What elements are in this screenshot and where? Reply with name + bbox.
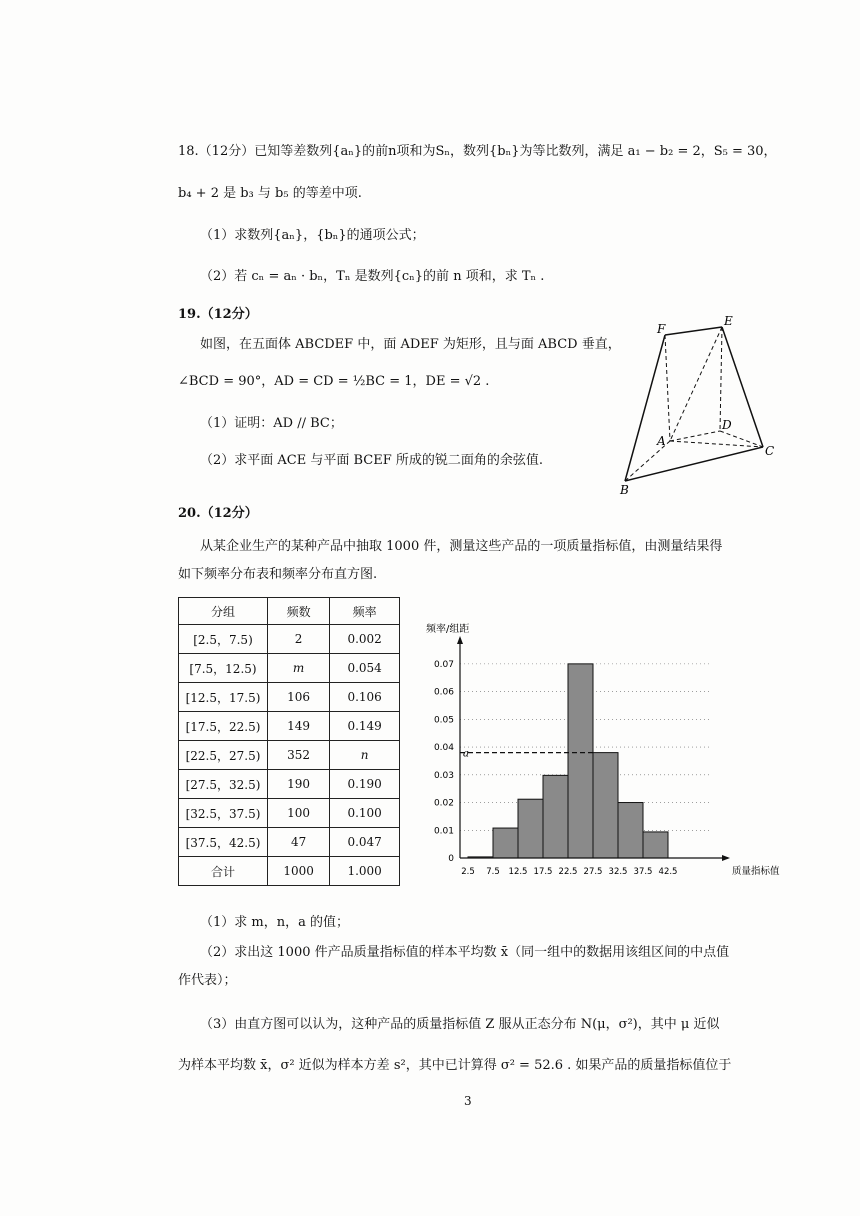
y-tick-label: 0.01 [433, 826, 454, 837]
histogram-bar [593, 753, 618, 858]
label-F: F [657, 322, 666, 336]
y-axis-arrow [457, 636, 463, 644]
frequency-table [178, 597, 400, 886]
table-cell: 2 [268, 625, 330, 654]
x-tick-label: 27.5 [583, 867, 603, 877]
table-cell: 149 [268, 712, 330, 741]
q19-head: 19.（12分） [178, 307, 258, 322]
annotation-label-a: a [463, 748, 469, 760]
table-cell: 352 [268, 741, 330, 770]
q18-stem-line2: b₄ + 2 是 b₃ 与 b₅ 的等差中项. [178, 186, 362, 201]
q20-stem-line2: 如下频率分布表和频率分布直方图. [178, 567, 378, 582]
histogram-bar [643, 832, 668, 858]
y-tick-label: 0.04 [433, 743, 454, 754]
table-row [179, 828, 400, 857]
table-cell: 0.100 [330, 799, 400, 828]
histogram-bar [568, 664, 593, 858]
label-E: E [724, 314, 733, 328]
table-cell: 47 [268, 828, 330, 857]
table-cell: 0.054 [330, 654, 400, 683]
table-row [179, 741, 400, 770]
page-number: 3 [464, 1094, 472, 1108]
q20-part3-line2: 为样本平均数 x̄，σ² 近似为样本方差 s²，其中已计算得 σ² = 52.6 . 如果产品的质量指标值位于 [178, 1058, 732, 1073]
table-cell: 100 [268, 799, 330, 828]
table-header-row [179, 598, 400, 625]
x-tick-label: 17.5 [533, 867, 553, 877]
table-row [179, 857, 400, 886]
table-row [179, 799, 400, 828]
y-tick-label: 0.06 [433, 687, 454, 698]
table-cell: [7.5，12.5) [179, 654, 268, 683]
table-cell: [17.5，22.5) [179, 712, 268, 741]
table-cell: 1.000 [330, 857, 400, 886]
histogram-bar [493, 828, 518, 858]
y-tick-label: 0.03 [433, 770, 454, 781]
table-cell: [22.5，27.5) [179, 741, 268, 770]
x-tick-label: 37.5 [633, 867, 653, 877]
q19-stem-line2: ∠BCD = 90°，AD = CD = ½BC = 1，DE = √2 . [178, 374, 490, 389]
y-tick-label: 0 [448, 854, 454, 864]
table-cell: [2.5，7.5) [179, 625, 268, 654]
table-cell: [27.5，32.5) [179, 770, 268, 799]
q18-part2: （2）若 cₙ = aₙ · bₙ，Tₙ 是数列{cₙ}的前 n 项和，求 Tₙ . [200, 269, 545, 284]
table-header-cell: 频率 [330, 598, 400, 625]
q20-part1: （1）求 m，n，a 的值； [200, 915, 349, 930]
x-axis-title: 质量指标值 [732, 866, 780, 877]
y-axis-title: 频率/组距 [426, 624, 470, 635]
table-cell: [37.5，42.5) [179, 828, 268, 857]
x-tick-label: 22.5 [558, 867, 578, 877]
x-tick-label: 2.5 [461, 867, 475, 877]
table-header-cell: 分组 [179, 598, 268, 625]
table-cell: 0.149 [330, 712, 400, 741]
label-A: A [657, 434, 666, 448]
table-row [179, 770, 400, 799]
table-cell: 1000 [268, 857, 330, 886]
q20-part3-line1: （3）由直方图可以认为，这种产品的质量指标值 Z 服从正态分布 N(μ，σ²)，其中 μ 近似 [200, 1017, 720, 1032]
table-cell: 0.106 [330, 683, 400, 712]
histogram-bar [518, 799, 543, 858]
label-B: B [620, 483, 629, 497]
table-cell: 合计 [179, 857, 268, 886]
label-C: C [765, 444, 775, 458]
q20-head: 20.（12分） [178, 506, 258, 521]
label-D: D [722, 418, 732, 432]
y-tick-label: 0.02 [433, 798, 454, 809]
histogram-bar [618, 803, 643, 858]
q19-stem-line1: 如图，在五面体 ABCDEF 中，面 ADEF 为矩形，且与面 ABCD 垂直， [200, 337, 621, 352]
frequency-histogram [420, 618, 780, 880]
q20-part2-line2: 作代表）； [178, 973, 237, 988]
pentahedron-figure [610, 305, 790, 500]
table-row [179, 683, 400, 712]
y-tick-label: 0.05 [433, 715, 454, 726]
y-tick-label: 0.07 [433, 659, 454, 670]
table-row [179, 654, 400, 683]
histogram-bar [543, 775, 568, 858]
table-cell: m [268, 654, 330, 683]
x-tick-label: 32.5 [608, 867, 628, 877]
q19-part1: （1）证明：AD // BC； [200, 416, 343, 431]
table-row [179, 625, 400, 654]
x-tick-label: 12.5 [508, 867, 528, 877]
q20-part2-line1: （2）求出这 1000 件产品质量指标值的样本平均数 x̄（同一组中的数据用该组区间的中点值 [200, 945, 730, 960]
q18-stem-line1: 18.（12分）已知等差数列{aₙ}的前n项和为Sₙ，数列{bₙ}为等比数列，满足 a₁ − b₂ = 2，S₅ = 30， [178, 144, 777, 159]
table-cell: 0.190 [330, 770, 400, 799]
table-cell: 190 [268, 770, 330, 799]
table-cell: [32.5，37.5) [179, 799, 268, 828]
table-cell: 0.002 [330, 625, 400, 654]
table-header-cell: 频数 [268, 598, 330, 625]
q19-part2: （2）求平面 ACE 与平面 BCEF 所成的锐二面角的余弦值. [200, 453, 544, 468]
table-cell: [12.5，17.5) [179, 683, 268, 712]
table-cell: 0.047 [330, 828, 400, 857]
x-axis-arrow [722, 855, 730, 861]
table-cell: n [330, 741, 400, 770]
x-tick-label: 42.5 [658, 867, 678, 877]
table-cell: 106 [268, 683, 330, 712]
q18-part1: （1）求数列{aₙ}，{bₙ}的通项公式； [200, 228, 425, 243]
table-row [179, 712, 400, 741]
x-tick-label: 7.5 [486, 867, 500, 877]
q20-stem-line1: 从某企业生产的某种产品中抽取 1000 件，测量这些产品的一项质量指标值，由测量结果得 [200, 539, 723, 554]
